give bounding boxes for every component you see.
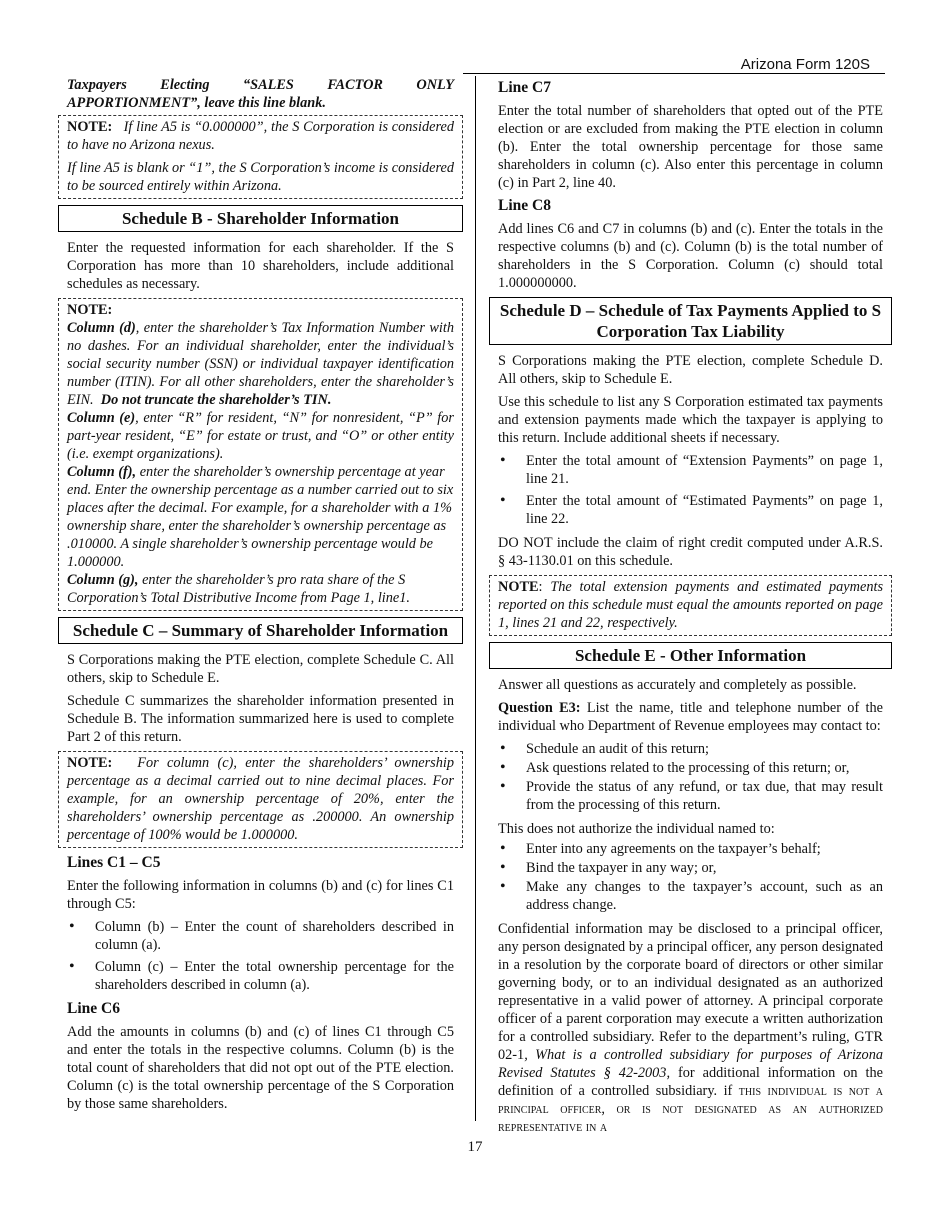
schedule-e-paragraph-2: This does not authorize the individual named to: xyxy=(498,821,775,837)
line-c6-paragraph: Add the amounts in columns (b) and (c) of lines C1 through C5 and enter the totals in the respective columns. Column (b) is the total count of shareholders that did not opt out of the PTE election. Column (c) is the total ownership percentage of the S Corporation by those same shareholders. xyxy=(67,1024,454,1112)
line-c8-paragraph: Add lines C6 and C7 in columns (b) and (c). Enter the totals in the respective columns (b) and (c). Column (b) is the total number of shareholders in the S Corporation. Column (c) should total 1.000000000. xyxy=(498,221,883,291)
line-c8-heading: Line C8 xyxy=(498,197,551,214)
list-item: • Bind the taxpayer in any way; or, xyxy=(498,859,883,877)
lines-c1-c5-heading: Lines C1 – C5 xyxy=(67,854,161,871)
column-d-note xyxy=(67,319,454,409)
schedule-d-list xyxy=(498,452,883,528)
confidential-text-c: for additional information on the definition of a controlled subsidiary. if xyxy=(498,1065,883,1099)
lines-c1-c5-paragraph: Enter the following information in columns (b) and (c) for lines C1 through C5: xyxy=(67,878,454,912)
note-label: NOTE xyxy=(498,579,539,595)
question-e3-label: Question E3: xyxy=(498,700,581,716)
column-divider xyxy=(475,76,476,1121)
schedule-d-note-box xyxy=(489,575,892,636)
schedule-b-note-box xyxy=(58,298,463,611)
line-c6-heading: Line C6 xyxy=(67,1000,120,1017)
nexus-note-2 xyxy=(67,159,454,195)
column-d-bold-text: Do not truncate the shareholder’s TIN. xyxy=(100,392,332,408)
column-f-label: Column (f), xyxy=(67,464,137,480)
schedule-d-note: NOTE: The total extension payments and estimated payments reported on this schedule must equal the amounts reported on page 1, lines 21 and 22, respectively. xyxy=(498,579,884,631)
schedule-d-note-text: The total extension payments and estimated payments reported on this schedule must equal the amounts reported on page 1, lines 21 and 22, respectively. xyxy=(498,579,884,631)
schedule-b-paragraph: Enter the requested information for each shareholder. If the S Corporation has more than 10 shareholders, include additional schedules as necessary. xyxy=(67,240,454,292)
confidential-text-b: , What is a controlled subsidiary for purposes of Arizona Revised Statutes § 42-2003, xyxy=(498,1047,883,1081)
list-item: • Enter into any agreements on the taxpayer’s behalf; xyxy=(498,840,883,858)
form-title: Arizona Form 120S xyxy=(740,56,870,73)
list-item: • Ask questions related to the processing of this return; or, xyxy=(498,759,883,777)
note-label: NOTE: xyxy=(67,119,113,135)
line-c7-paragraph: Enter the total number of shareholders that opted out of the PTE election or are excluded from making the PTE election in column (b). Enter the total ownership percentage for those same shareholders in column (c). Also enter this percentage in column (c) in Part 2, line 40. xyxy=(498,103,883,191)
nexus-note-1 xyxy=(67,118,454,154)
question-e3-list xyxy=(498,740,883,814)
column-d-label: Column (d) xyxy=(67,320,136,336)
question-e3 xyxy=(498,699,883,735)
confidential-information-paragraph xyxy=(498,920,883,1136)
schedule-c-heading: Schedule C – Summary of Shareholder Information xyxy=(58,617,463,644)
lines-c1-c5-list xyxy=(67,918,454,994)
right-column xyxy=(498,76,883,1141)
line-c7-heading: Line C7 xyxy=(498,79,551,96)
schedule-b-heading: Schedule B - Shareholder Information xyxy=(58,205,463,232)
page-number: 17 xyxy=(467,1139,483,1155)
column-e-note xyxy=(67,409,454,463)
note-label: NOTE: xyxy=(67,755,113,771)
column-f-note xyxy=(67,463,454,571)
confidential-text-a: Confidential information may be disclosed to a principal officer, any person designated by a principal officer, any person designated in a resolution by the corporate board of directors or other similar governing body, or to an individual designated as an authorized representative in a valid power of attorney. A principal corporate officer of a parent corporation may execute a written authorization for a controlled subsidiary. Refer to the department’s ruling, GTR 02-1 xyxy=(498,921,883,1063)
sales-factor-note: Taxpayers Electing “SALES FACTOR ONLY APPORTIONMENT”, leave this line blank. xyxy=(67,77,454,111)
schedule-d-paragraph-3: DO NOT include the claim of right credit computed under A.R.S. § 43-1130.01 on this schedule. xyxy=(498,535,883,569)
schedule-c-paragraph-2: Schedule C summarizes the shareholder information presented in Schedule B. The information summarized here is used to complete Part 2 of this return. xyxy=(67,693,454,745)
schedule-e-paragraph-1: Answer all questions as accurately and completely as possible. xyxy=(498,677,857,693)
list-item: • Schedule an audit of this return; xyxy=(498,740,883,758)
column-e-label: Column (e) xyxy=(67,410,136,426)
column-d-text: , enter the shareholder’s Tax Information Number with no dashes. For an individual shareholder, enter the individual’s social security number (SSN) or individual taxpayer identification number (ITIN). For all other shareholders, enter the shareholder’s EIN. xyxy=(67,320,454,408)
column-e-text: , enter “R” for resident, “N” for nonresident, “P” for part-year resident, “E” for estate or trust, and “O” or other entity (i.e. exempt organizations). xyxy=(67,410,454,462)
authorization-limits-list xyxy=(498,840,883,914)
column-g-text: enter the shareholder’s pro rata share of the S Corporation’s Total Distributive Income from Page 1, line1. xyxy=(67,572,410,606)
schedule-d-paragraph-2: Use this schedule to list any S Corporation estimated tax payments and extension payments made which the taxpayer is applying to this return. Include additional sheets if necessary. xyxy=(498,394,883,446)
schedule-b-note-label xyxy=(67,301,454,319)
list-item: • Enter the total amount of “Estimated Payments” on page 1, line 22. xyxy=(498,492,883,528)
column-g-note xyxy=(67,571,454,607)
schedule-c-note xyxy=(67,754,454,844)
list-item: • Provide the status of any refund, or tax due, that may result from the processing of this return. xyxy=(498,778,883,814)
schedule-c-note-box xyxy=(58,751,463,848)
schedule-d-paragraph-1: S Corporations making the PTE election, complete Schedule D. All others, skip to Schedule E. xyxy=(498,353,883,387)
list-item: • Column (b) – Enter the count of shareholders described in column (a). xyxy=(67,918,454,954)
column-g-label: Column (g), xyxy=(67,572,139,588)
confidential-text-d: this individual is not a principal officer, or is not designated as an authorized representative in a xyxy=(498,1083,883,1135)
list-item: • Column (c) – Enter the total ownership percentage for the shareholders described in column (a). xyxy=(67,958,454,994)
nexus-note-text-2: If line A5 is blank or “1”, the S Corporation’s income is considered to be sourced entirely within Arizona. xyxy=(67,160,454,194)
nexus-note-box xyxy=(58,115,463,199)
schedule-e-heading: Schedule E - Other Information xyxy=(489,642,892,669)
list-item: • Enter the total amount of “Extension Payments” on page 1, line 21. xyxy=(498,452,883,488)
note-label: NOTE: xyxy=(67,302,113,318)
nexus-note-text-1: If line A5 is “0.000000”, the S Corporation is considered to have no Arizona nexus. xyxy=(67,119,454,153)
question-e3-text: List the name, title and telephone number of the individual who Department of Revenue employees may contact to: xyxy=(498,700,883,734)
left-column xyxy=(67,76,454,1118)
schedule-c-paragraph-1: S Corporations making the PTE election, complete Schedule C. All others, skip to Schedule E. xyxy=(67,652,454,686)
column-f-text: enter the shareholder’s ownership percentage at year end. Enter the ownership percentage as a number carried out to six places after the decimal. For example, for a shareholder with a 1% ownership share, enter the shareholder’s ownership percentage as .010000. A single shareholder’s ownership percentage would be 1.000000. xyxy=(67,464,454,570)
header-rule xyxy=(463,73,885,74)
list-item: • Make any changes to the taxpayer’s account, such as an address change. xyxy=(498,878,883,914)
schedule-c-note-text: For column (c), enter the shareholders’ ownership percentage as a decimal carried out to nine decimal places. For example, for an ownership percentage of 20%, enter the shareholders’ ownership percentage as .200000. An ownership percentage of 100% would be 1.000000. xyxy=(67,755,454,843)
schedule-d-heading: Schedule D – Schedule of Tax Payments Applied to S Corporation Tax Liability xyxy=(489,297,892,345)
